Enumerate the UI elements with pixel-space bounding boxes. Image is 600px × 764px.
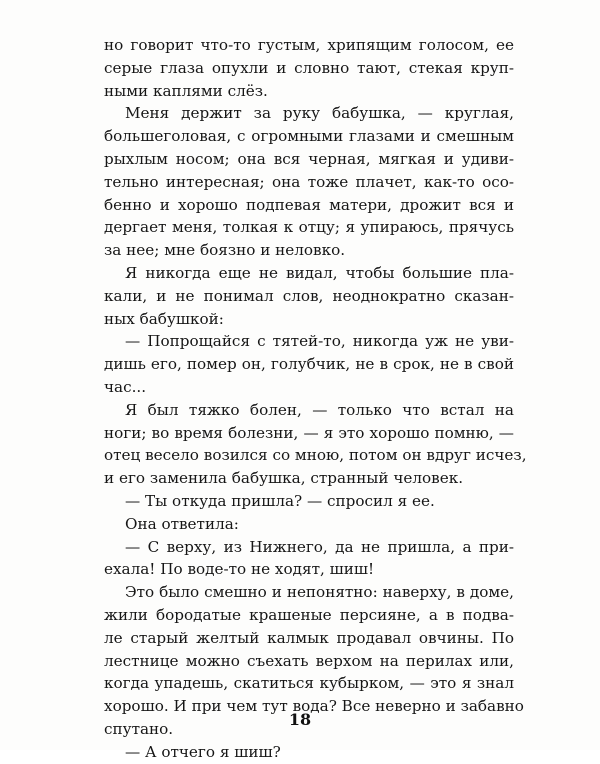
text-line: большеголовая, с огромными глазами и смешным <box>104 127 514 146</box>
paragraph <box>104 399 527 490</box>
text-line: дергает меня, толкая к отцу; я упираюсь, прячусь <box>104 218 514 237</box>
paragraph <box>104 102 514 262</box>
paragraph <box>104 536 514 582</box>
text-line: ных бабушкой: <box>104 309 224 328</box>
text-line: бенно и хорошо подпевая матери, дрожит вся и <box>104 195 514 214</box>
text-line: ехала! По воде-то не ходят, шиш! <box>104 560 375 579</box>
text-line: серые глаза опухли и словно тают, стекая круп- <box>104 58 514 77</box>
text-line: — Ты откуда пришла? — спросил я ее. <box>125 491 435 510</box>
text-line: Меня держит за руку бабушка, — круглая, <box>125 104 514 123</box>
text-line: спутано. <box>104 719 174 738</box>
paragraph <box>104 513 514 536</box>
text-line: — Попрощайся с тятей-то, никогда уж не уви- <box>125 332 514 351</box>
text-line: жили бородатые крашеные персияне, а в подва- <box>104 605 514 624</box>
text-line: хорошо. И при чем тут вода? Все неверно и забавно <box>104 697 524 716</box>
text-line: час... <box>104 377 147 396</box>
paragraph <box>104 262 514 330</box>
text-line: отец весело возился со мною, потом он вдруг исчез, <box>104 446 527 465</box>
text-line: когда упадешь, скатиться кубырком, — это я знал <box>104 674 514 693</box>
text-line: и его заменила бабушка, странный человек. <box>104 469 464 488</box>
text-line: дишь его, помер он, голубчик, не в срок, не в свой <box>104 355 514 374</box>
text-line: Это было смешно и непонятно: наверху, в доме, <box>125 583 514 602</box>
text-line: Она ответила: <box>125 514 239 533</box>
text-line: Я никогда еще не видал, чтобы большие пла- <box>125 263 514 282</box>
text-line: но говорит что-то густым, хрипящим голосом, ее <box>104 36 514 54</box>
text-line: — А отчего я шиш? <box>125 742 281 761</box>
text-line: Я был тяжко болен, — только что встал на <box>125 400 514 419</box>
text-line: за нее; мне боязно и неловко. <box>104 241 346 260</box>
paragraph <box>104 741 514 764</box>
text-line: ле старый желтый калмык продавал овчины. По <box>104 628 514 647</box>
page-number: 18 <box>288 710 312 729</box>
paragraph <box>104 330 514 398</box>
text-line: рыхлым носом; она вся черная, мягкая и удиви- <box>104 149 514 168</box>
text-line: — С верху, из Нижнего, да не пришла, а при- <box>125 537 514 556</box>
paragraph <box>104 34 514 102</box>
text-line: тельно интересная; она тоже плачет, как-то осо- <box>104 172 514 191</box>
text-line: ными каплями слёз. <box>104 81 268 100</box>
text-line: лестнице можно съехать верхом на перилах или, <box>104 651 514 670</box>
paragraph <box>104 490 514 513</box>
text-line: ноги; во время болезни, — я это хорошо помню, — <box>104 423 514 442</box>
text-line: кали, и не понимал слов, неоднократно сказан- <box>104 286 514 305</box>
body-text <box>104 34 527 764</box>
